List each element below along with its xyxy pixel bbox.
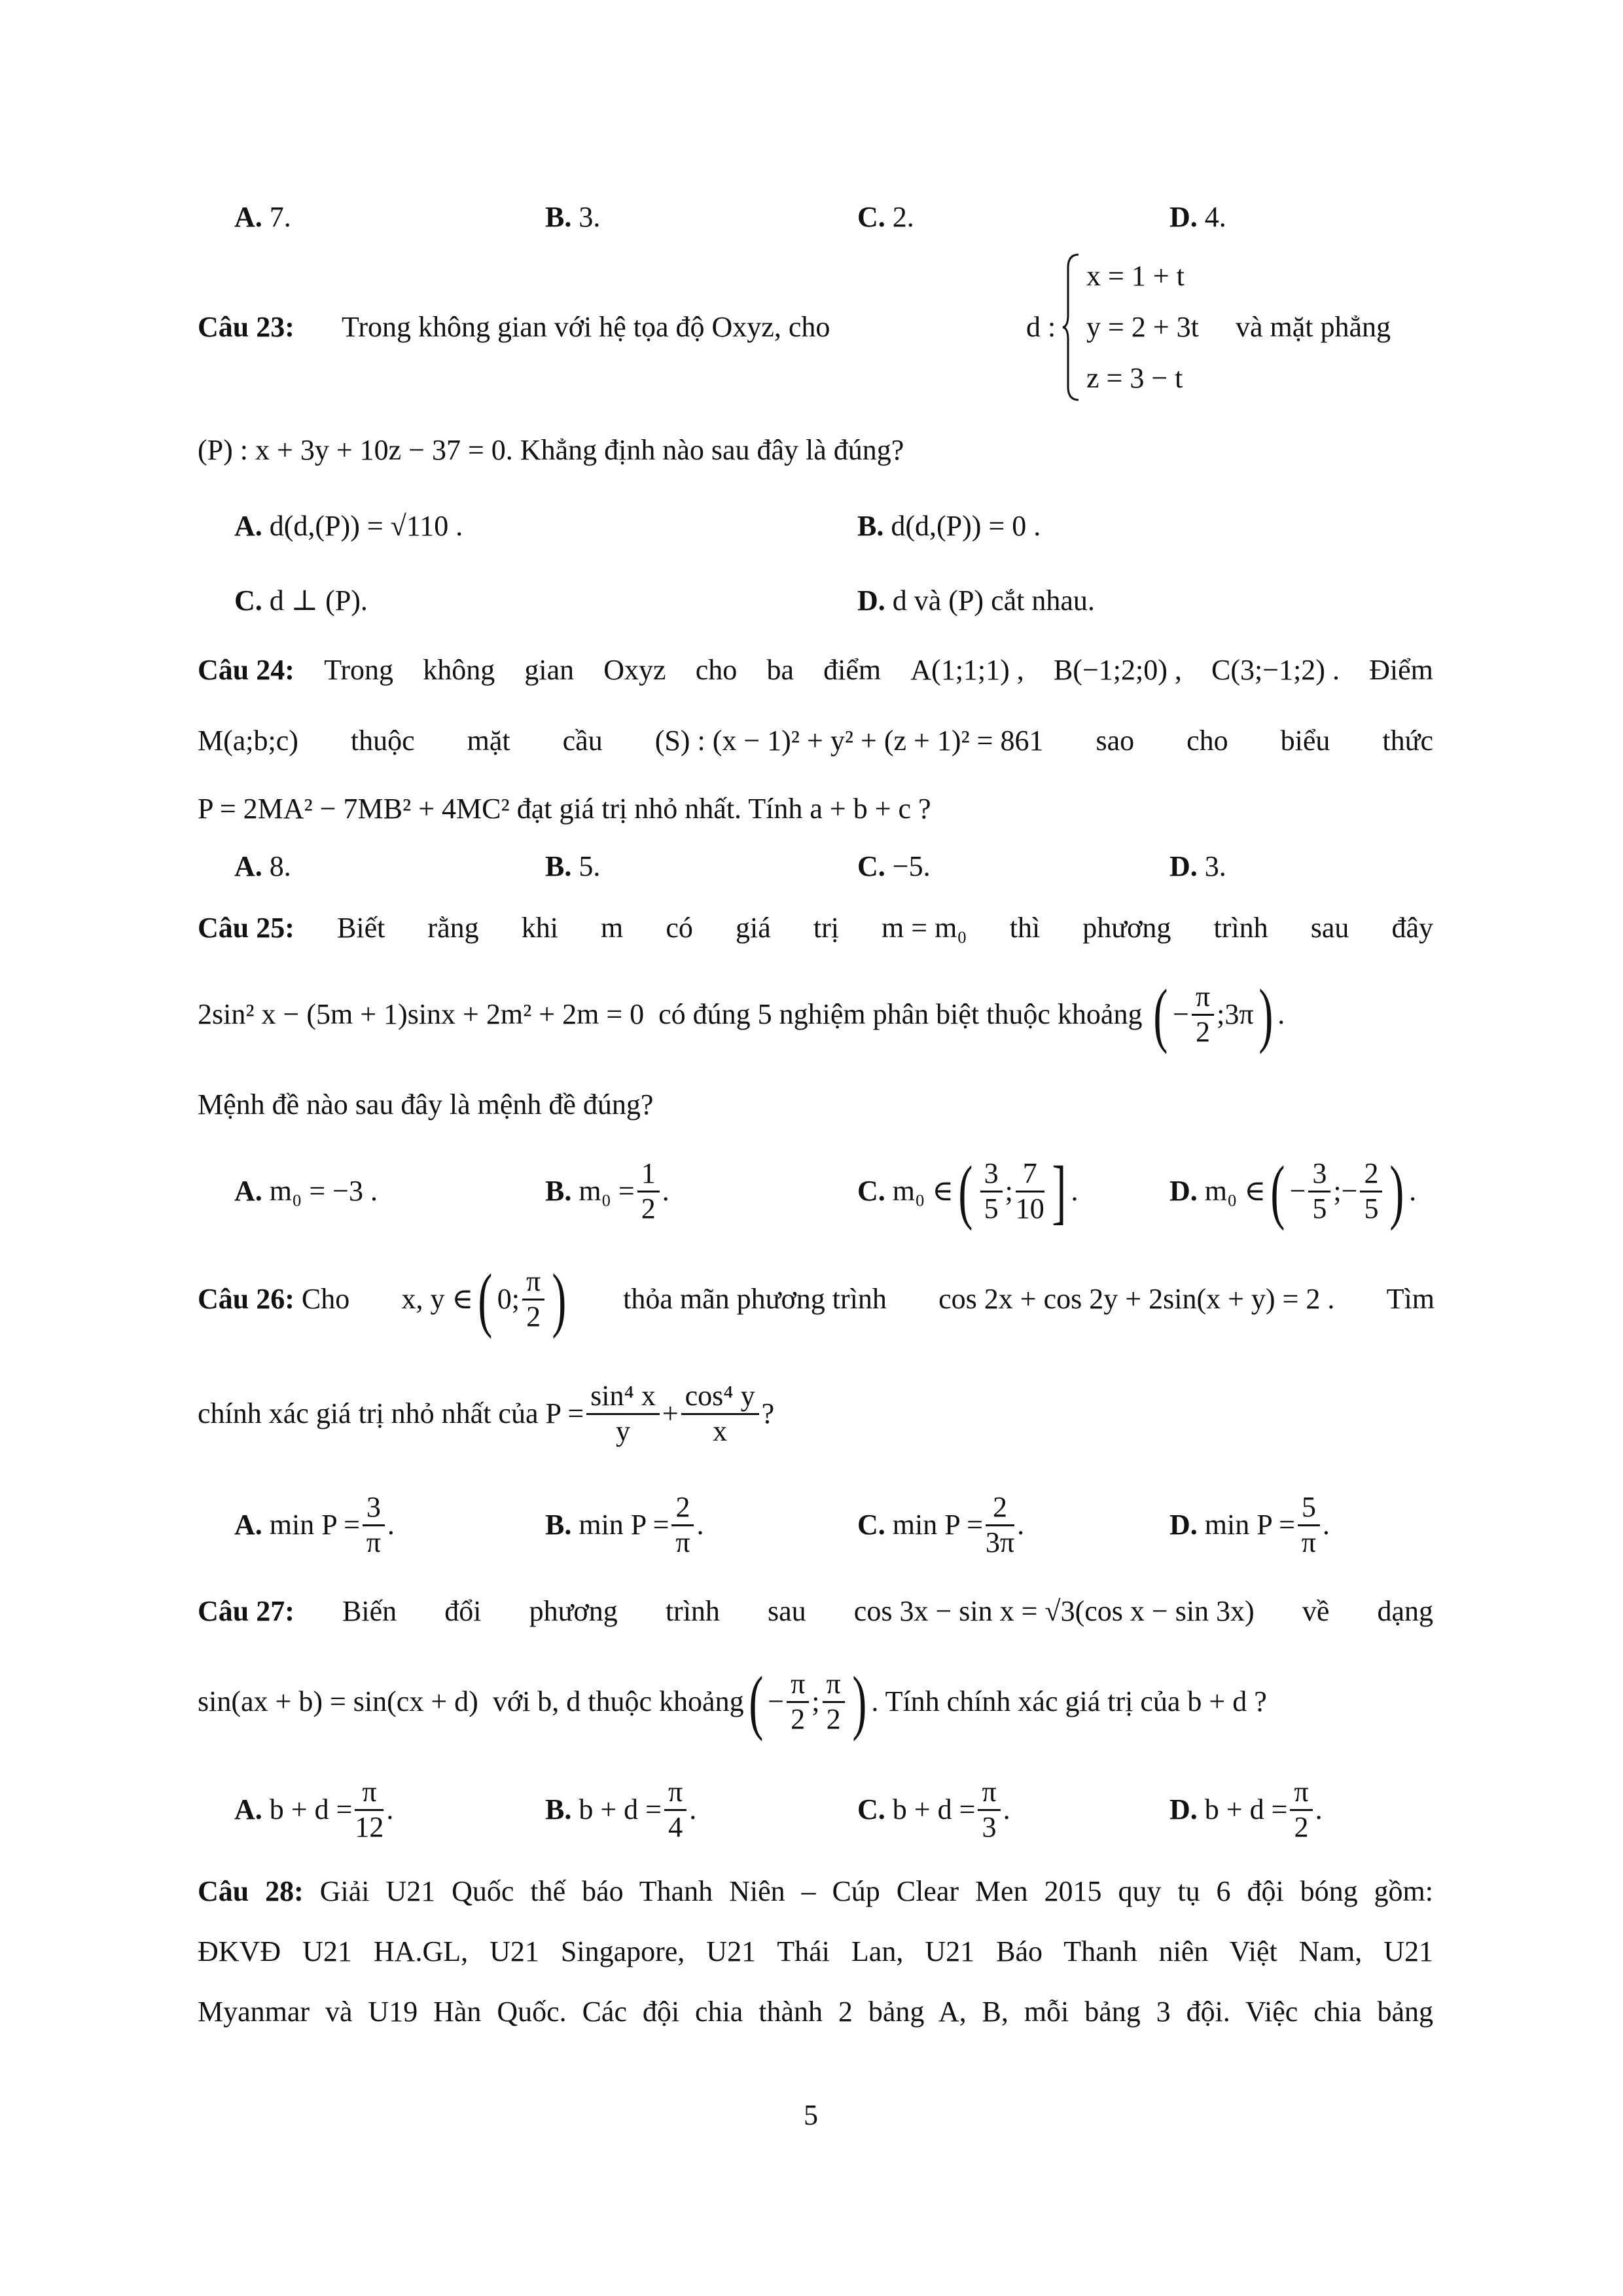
q26-line1: Câu 26: Cho x, y ∈ ( 0; $\frac{\pi}{2}$ ) thỏa mãn phương trình cos 2x + cos 2y + 2sin(x + y) = 2 . Tìm (198, 1259, 1435, 1339)
q28-line1: Câu 28: Giải U21 Quốc thế báo Thanh Niên – Cúp Clear Men 2015 quy tụ 6 đội bóng gồm: (198, 1875, 1433, 1907)
q26-option-c: C. min P = $\frac{2}{3\pi}$ . (857, 1490, 1025, 1558)
prev-option-d: D. 4. (1169, 201, 1226, 233)
prev-option-a: A. 7. (234, 201, 291, 233)
q23-text1: Trong không gian với hệ tọa độ Oxyz, cho (342, 311, 830, 343)
q23-sys-y: y = 2 + 3t (1086, 311, 1199, 343)
q25-line3: Mệnh đề nào sau đây là mệnh đề đúng? (198, 1088, 654, 1121)
q24-line2: M(a;b;c) thuộc mặt cầu (S) : (x − 1)² + y² + (z + 1)² = 861 sao cho biểu thức (198, 725, 1433, 757)
q25-equation: 2sin² x − (5m + 1)sinx + 2m² + 2m = 0 (198, 998, 645, 1030)
q23-sys-x: x = 1 + t (1086, 260, 1185, 292)
q25-option-a: A. m₀ = −3 . (234, 1175, 378, 1207)
q25-interval-frac: $\frac{\pi}{2}$ (1192, 980, 1214, 1049)
q23-label: Câu 23: (198, 311, 294, 343)
q26-line2: chính xác giá trị nhỏ nhất của P = $\frac{\text{sin⁴ x}}{y}$ + $\frac{\text{cos⁴ y}}{x}$ ? (198, 1379, 775, 1447)
q24-option-a: A. 8. (234, 850, 291, 882)
q26-option-d: D. min P = $\frac{5}{\pi}$ . (1169, 1490, 1330, 1558)
q24-option-b: B. 5. (545, 850, 601, 882)
q28-line3: Myanmar và U19 Hàn Quốc. Các đội chia thành 2 bảng A, B, mỗi bảng 3 đội. Việc chia bảng (198, 1996, 1433, 2028)
q26-option-a: A. min P = $\frac{3}{\pi}$ . (234, 1490, 395, 1558)
prev-option-b: B. 3. (545, 201, 601, 233)
q26-option-b: B. min P = $\frac{2}{\pi}$ . (545, 1490, 704, 1558)
q27-option-c: C. b + d = $\frac{\pi}{3}$ . (857, 1775, 1010, 1843)
q24-option-c: C. −5. (857, 850, 931, 882)
q23-option-a: A. d(d,(P)) = √110 . (234, 510, 463, 542)
q27-line1: Câu 27: Biến đổi phương trình sau cos 3x − sin x = √3(cos x − sin 3x) về dạng (198, 1595, 1433, 1627)
q23-d-name: d : (1026, 311, 1056, 343)
q23-sys-z: z = 3 − t (1086, 362, 1183, 394)
q25-option-c: C. m₀ ∈ ( $\frac{3}{5}$ ; $\frac{7}{10}$ ] . (857, 1151, 1079, 1231)
q23-option-d: D. d và (P) cắt nhau. (857, 584, 1095, 617)
q27-option-d: D. b + d = $\frac{\pi}{2}$ . (1169, 1775, 1323, 1843)
q25-option-d: D. m₀ ∈ ( − $\frac{3}{5}$ ;− $\frac{2}{5}$ ) . (1169, 1151, 1417, 1231)
q27-option-b: B. b + d = $\frac{\pi}{4}$ . (545, 1775, 697, 1843)
q27-option-a: A. b + d = $\frac{\pi}{12}$ . (234, 1775, 394, 1843)
q23-option-b: B. d(d,(P)) = 0 . (857, 510, 1041, 542)
q25-option-b: B. m₀ = $\frac{1}{2}$ . (545, 1157, 669, 1225)
q23-line2: (P) : x + 3y + 10z − 37 = 0. Khẳng định nào sau đây là đúng? (198, 434, 904, 466)
q24-line3: P = 2MA² − 7MB² + 4MC² đạt giá trị nhỏ nhất. Tính a + b + c ? (198, 793, 931, 825)
q23-text2: và mặt phẳng (1236, 311, 1391, 343)
q23-system-brace (1061, 252, 1081, 403)
q28-line2: ĐKVĐ U21 HA.GL, U21 Singapore, U21 Thái Lan, U21 Báo Thanh niên Việt Nam, U21 (198, 1935, 1433, 1967)
page-number: 5 (804, 2099, 818, 2131)
q27-line2: sin(ax + b) = sin(cx + d) với b, d thuộc khoảng ( − $\frac{\pi}{2}$ ; $\frac{\pi}{2}$ ) . Tính chính xác giá trị của b + d ? (198, 1662, 1267, 1742)
prev-option-c: C. 2. (857, 201, 914, 233)
q25-line2: 2sin² x − (5m + 1)sinx + 2m² + 2m = 0 có đúng 5 nghiệm phân biệt thuộc khoảng ( − $\frac{\pi}{2}$ ;3π ) . (198, 975, 1285, 1054)
q25-line1: Câu 25: Biết rằng khi m có giá trị m = m₀ thì phương trình sau đây (198, 912, 1433, 944)
q24-line1: Câu 24: Trong không gian Oxyz cho ba điểm A(1;1;1) , B(−1;2;0) , C(3;−1;2) . Điểm (198, 654, 1433, 686)
q24-option-d: D. 3. (1169, 850, 1226, 882)
q23-option-c: C. d ⊥ (P). (234, 584, 368, 617)
